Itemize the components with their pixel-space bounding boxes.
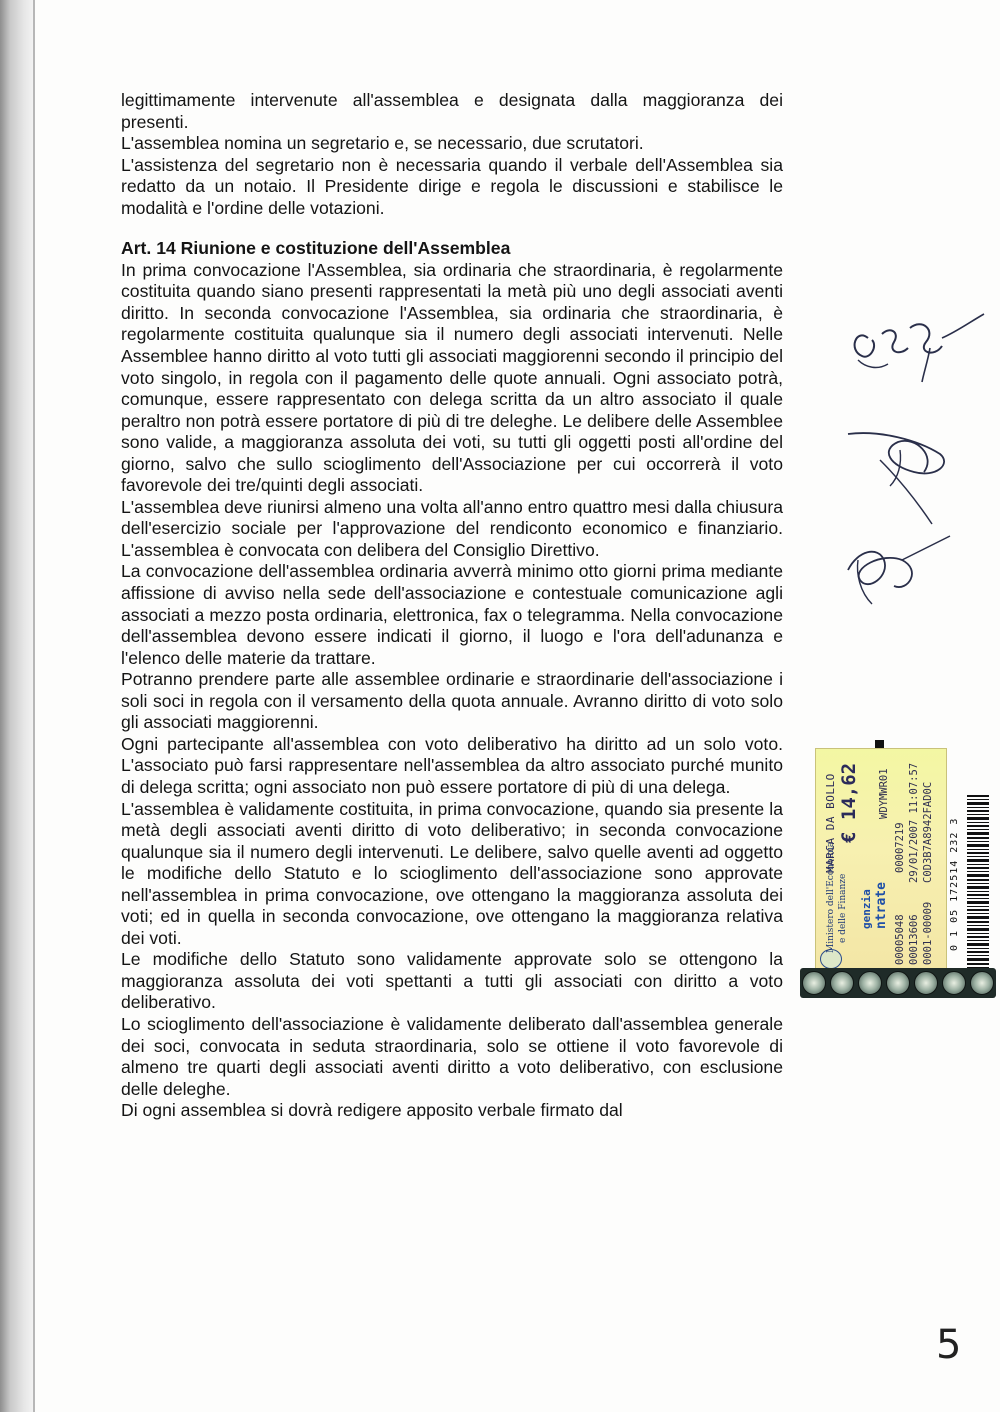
paragraph: L'assemblea deve riunirsi almeno una volta all'anno entro quattro mesi dalla chiusura dell'esercizio sociale per l'approvazione del rendiconto economico e finanziario. L'assemblea è convocata con delibera del Consiglio Direttivo. [121,496,783,560]
binding-edge [33,0,35,1412]
barcode-number: 0 1 05 172514 232 3 [949,817,960,951]
stamp-ministry-line1: Ministero dell'Economia [826,841,836,953]
page-number: 5 [936,1322,962,1368]
stamp-agency-line1: genzia [860,889,873,929]
binding-spine-shadow [0,0,34,1412]
signature-3 [838,530,958,610]
hologram-strip [800,968,996,998]
hologram-seal-icon [942,971,966,995]
paragraph: L'assistenza del segretario non è necessaria quando il verbale dell'Assemblea sia redatto da un notaio. Il Presidente dirige e regola le discussioni e stabilisce le modalità e l'ordine delle votazioni. [121,154,783,218]
hologram-seal-icon [886,971,910,995]
revenue-stamp [815,748,947,970]
stamp-agency-line2: ntrate [874,882,889,929]
hologram-seal-icon [914,971,938,995]
paragraph: L'assemblea nomina un segretario e, se necessario, due scrutatori. [121,133,644,154]
paragraph: Potranno prendere parte alle assemblee ordinarie e straordinarie dell'associazione i soli soci in regola con il versamento della quota annuale. Avranno diritto di voto solo gli associati maggiorenni. [121,669,783,733]
stamp-title: MARCA DA BOLLO [824,773,837,873]
stamp-code: 29/01/2007 11:07:57 [908,762,920,883]
paragraph: In prima convocazione l'Assemblea, sia ordinaria che straordinaria, è regolarmente costituita quando siano presenti rappresentati la metà più uno degli associati aventi diritto. In seconda convocazione l'Assemblea, sia ordinaria che straordinaria, è regolarmente costituita qualunque sia il numero degli associati intervenuti. Nelle Assemblee hanno diritto al voto tutti gli associati maggiorenni secondo il principio del voto singolo, in regola con il pagamento delle quote annuali. Ogni associato potrà, comunque, essere rappresentato con delega scritta da un altro associato il quale peraltro non potrà essere portatore di più di tre deleghe. Le delibere delle Assemblee sono valide, a maggioranza assoluta dei voti, su tutti gli oggetti posti all'ordine del giorno, salvo che sullo scioglimento dell'Associazione per cui occorrerà il voto favorevole dei tre/quinti degli associati. [121,259,783,496]
stamp-code: C0D3B7A8942FAD0C [922,781,934,883]
document-body [121,90,783,1122]
signature-2 [840,420,960,530]
paragraph: legittimamente intervenute all'assemblea e designata dalla maggioranza dei presenti. [121,90,783,132]
stamp-code: 00013606 [908,914,920,965]
hologram-seal-icon [830,971,854,995]
paragraph: Le modifiche dello Statuto sono validamente approvate solo se ottengono la maggioranza assoluta dei voti spettanti a tutti gli associati con diritto a voto deliberativo. [121,949,783,1013]
hologram-seal-icon [858,971,882,995]
stamp-amount: € 14,62 [838,762,860,843]
stamp-code: 0001-00009 [922,901,934,965]
hologram-seal-icon [970,971,994,995]
paragraph: L'assemblea è validamente costituita, in prima convocazione, quando sia presente la metà degli associati aventi diritto di voto deliberativo; in seconda convocazione qualunque sia il numero degli intervenuti. Le delibere, salvo quelle aventi ad oggetto le modifiche dello Statuto e lo scioglimento dell'associazione sono approvate nell'assemblea in prima convocazione, ove ottengano la maggioranza assoluta dei voti; ed in quella in seconda convocazione, ove ottengano la maggioranza relativa dei voti. [121,798,783,948]
paragraph: Lo scioglimento dell'associazione è validamente deliberato dall'assemblea generale dei soci, convocata in seduta straordinaria, solo se ottiene il voto favorevole di almeno tre quarti degli associati aventi diritto a voto deliberativo, con esclusione delle deleghe. [121,1013,783,1099]
paragraph: Ogni partecipante all'assemblea con voto deliberativo ha diritto ad un solo voto. L'associato può farsi rappresentare nell'assemblea da altro associato purché munito di delega scritta; ogni associato non può essere portatore di più di una delega. [121,733,783,797]
paragraph: La convocazione dell'assemblea ordinaria avverrà minimo otto giorni prima mediante affissione di avviso nella sede dell'associazione e contestuale comunicazione agli associati a mezzo posta ordinaria, elettronica, fax o telegramma. Nella convocazione dell'assemblea devono essere indicati il giorno, il luogo e l'ora dell'adunanza e l'elenco delle materie da trattare. [121,561,783,668]
hologram-seal-icon [802,971,826,995]
stamp-code: 00007219 [894,822,906,873]
stamp-code: WDYMWR01 [878,768,890,819]
article-heading: Art. 14 Riunione e costituzione dell'Assemblea [121,238,511,259]
signature-initials-1 [838,308,988,388]
paragraph: Di ogni assemblea si dovrà redigere apposito verbale firmato dal [121,1100,623,1121]
stamp-code: 00005048 [894,914,906,965]
stamp-ministry-line2: e delle Finanze [838,873,848,943]
